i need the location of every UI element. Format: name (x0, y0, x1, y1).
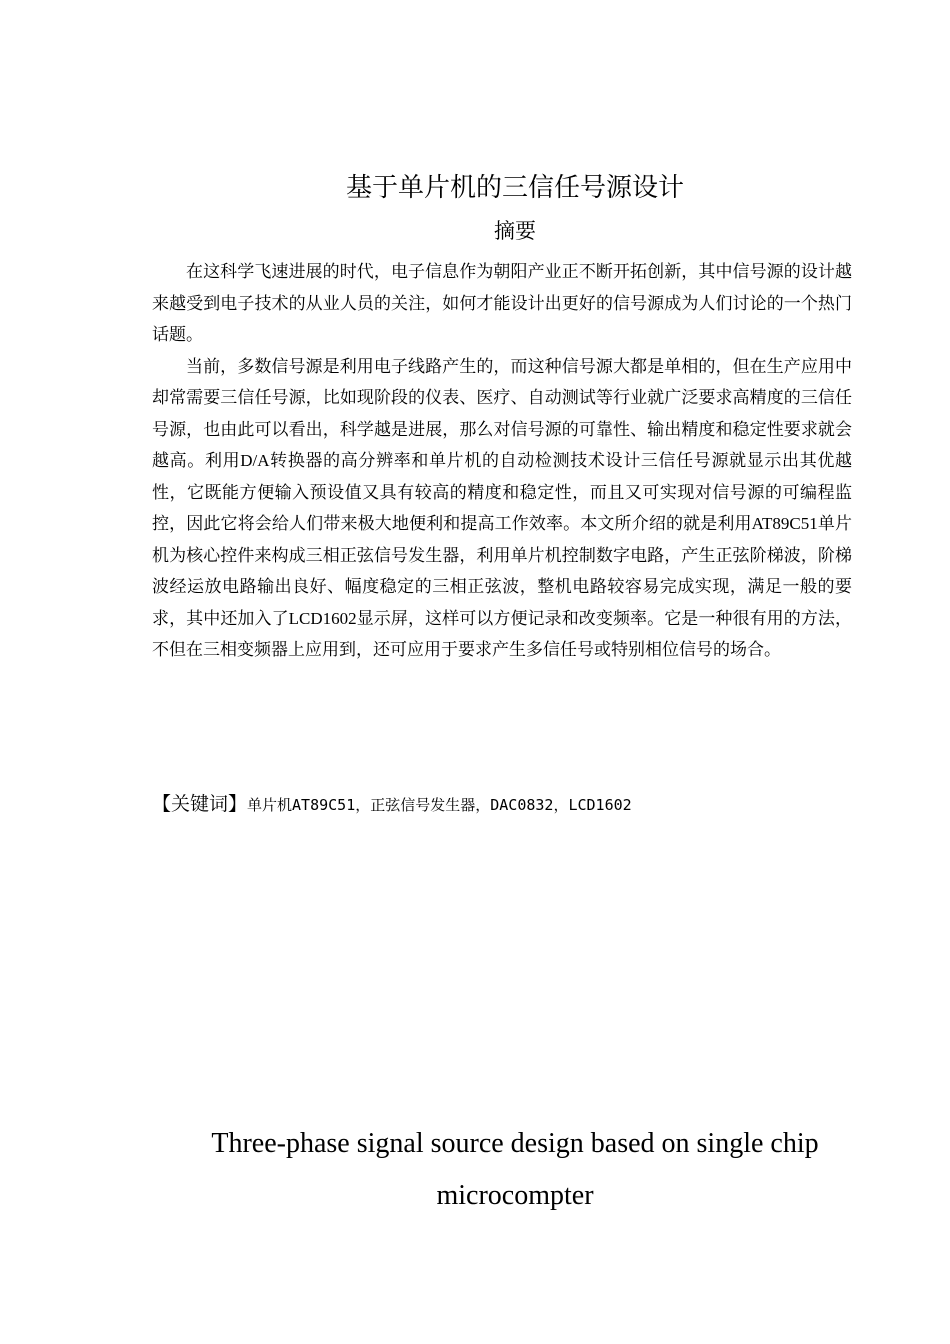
english-title-line-1: Three-phase signal source design based on single chip (211, 1128, 819, 1159)
abstract-paragraph-1: 在这科学飞速进展的时代，电子信息作为朝阳产业正不断开拓创新，其中信号源的设计越来越受到电子技术的从业人员的关注，如何才能设计出更好的信号源成为人们讨论的一个热门话题。 (152, 262, 852, 344)
abstract-heading: 摘要 (494, 219, 536, 243)
keywords-label: 【关键词】 (152, 793, 248, 815)
keywords-text: 单片机AT89C51，正弦信号发生器，DAC0832，LCD1602 (247, 796, 632, 814)
abstract-paragraph-2: 当前，多数信号源是利用电子线路产生的，而这种信号源大都是单相的，但在生产应用中却常需要三信任号源，比如现阶段的仪表、医疗、自动测试等行业就广泛要求高精度的三信任号源，也由此可以看出，科学越是进展，那么对信号源的可靠性、输出精度和稳定性要求就会越高。利用D/A转换器的高分辨率和单片机的自动检测技术设计三信任号源就显示出其优越性，它既能方便输入预设值又具有较高的精度和稳定性，而且又可实现对信号源的可编程监控，因此它将会给人们带来极大地便利和提高工作效率。本文所介绍的就是利用AT89C51单片机为核心控件来构成三相正弦信号发生器，利用单片机控制数字电路，产生正弦阶梯波，阶梯波经运放电路输出良好、幅度稳定的三相正弦波，整机电路较容易完成实现，满足一般的要求，其中还加入了LCD1602显示屏，这样可以方便记录和改变频率。它是一种很有用的方法，不但在三相变频器上应用到，还可应用于要求产生多信任号或特别相位信号的场合。 (152, 356, 852, 659)
chinese-title: 基于单片机的三信任号源设计 (345, 173, 684, 203)
english-title-line-2: microcompter (436, 1180, 594, 1211)
english-title (0, 1118, 950, 1222)
keywords-line (152, 789, 852, 821)
abstract-body (152, 256, 852, 666)
